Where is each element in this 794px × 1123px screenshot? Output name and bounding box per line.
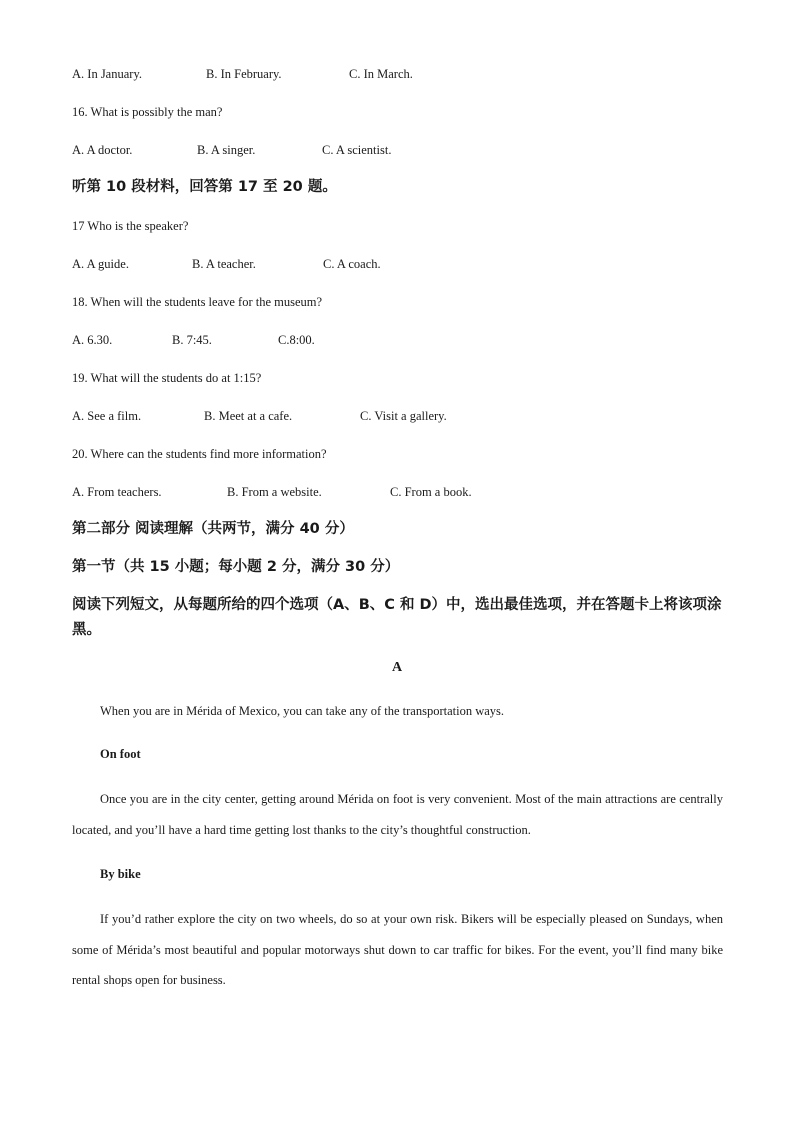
by-bike-paragraph: If you’d rather explore the city on two wheels, do so at your own risk. Bikers will be especially pleased on Sundays, when some of Mérida’s most beautiful and popular motorways shut down to car traffic for bikes. For the event, you’ll find many bike rental shops open for business.	[72, 912, 723, 987]
passage-intro: When you are in Mérida of Mexico, you can take any of the transportation ways.	[100, 704, 505, 718]
q18-option-a: A. 6.30.	[72, 333, 113, 347]
q17-option-c: C. A coach.	[323, 257, 381, 271]
q19-option-b: B. Meet at a cafe.	[204, 409, 293, 423]
q20-option-b: B. From a website.	[227, 485, 322, 499]
by-bike-heading: By bike	[100, 867, 141, 881]
reading-instructions: 阅读下列短文，从每题所给的四个选项（A、B、C 和 D）中，选出最佳选项，并在答题卡上将该项涂黑。	[72, 597, 722, 638]
q20-option-a: A. From teachers.	[72, 485, 162, 499]
part2-heading: 第二部分 阅读理解（共两节，满分 40 分）	[72, 521, 354, 537]
q15-option-b: B. In February.	[206, 67, 282, 81]
q20-question: 20. Where can the students find more information?	[72, 447, 327, 461]
q16-option-c: C. A scientist.	[322, 143, 392, 157]
q18-option-b: B. 7:45.	[172, 333, 212, 347]
q15-option-c: C. In March.	[349, 67, 413, 81]
q19-option-c: C. Visit a gallery.	[360, 409, 447, 423]
q17-option-b: B. A teacher.	[192, 257, 256, 271]
q19-question: 19. What will the students do at 1:15?	[72, 371, 262, 385]
q20-option-c: C. From a book.	[390, 485, 472, 499]
q19-option-a: A. See a film.	[72, 409, 142, 423]
section1-heading: 第一节（共 15 小题；每小题 2 分，满分 30 分）	[72, 559, 400, 575]
q16-question: 16. What is possibly the man?	[72, 105, 223, 119]
q18-option-c: C.8:00.	[278, 333, 315, 347]
q17-question: 17 Who is the speaker?	[72, 219, 189, 233]
q18-question: 18. When will the students leave for the museum?	[72, 295, 323, 309]
q17-option-a: A. A guide.	[72, 257, 129, 271]
section-10-heading: 听第 10 段材料，回答第 17 至 20 题。	[72, 179, 337, 195]
q16-option-b: B. A singer.	[197, 143, 256, 157]
on-foot-paragraph: Once you are in the city center, getting around Mérida on foot is very convenient. Most of the main attractions are centrally located, and you’ll have a hard time getting lost thanks to the city’s thoughtful construction.	[72, 792, 723, 837]
q16-option-a: A. A doctor.	[72, 143, 133, 157]
passage-letter: A	[391, 660, 403, 675]
on-foot-heading: On foot	[100, 747, 141, 761]
q15-option-a: A. In January.	[72, 67, 143, 81]
